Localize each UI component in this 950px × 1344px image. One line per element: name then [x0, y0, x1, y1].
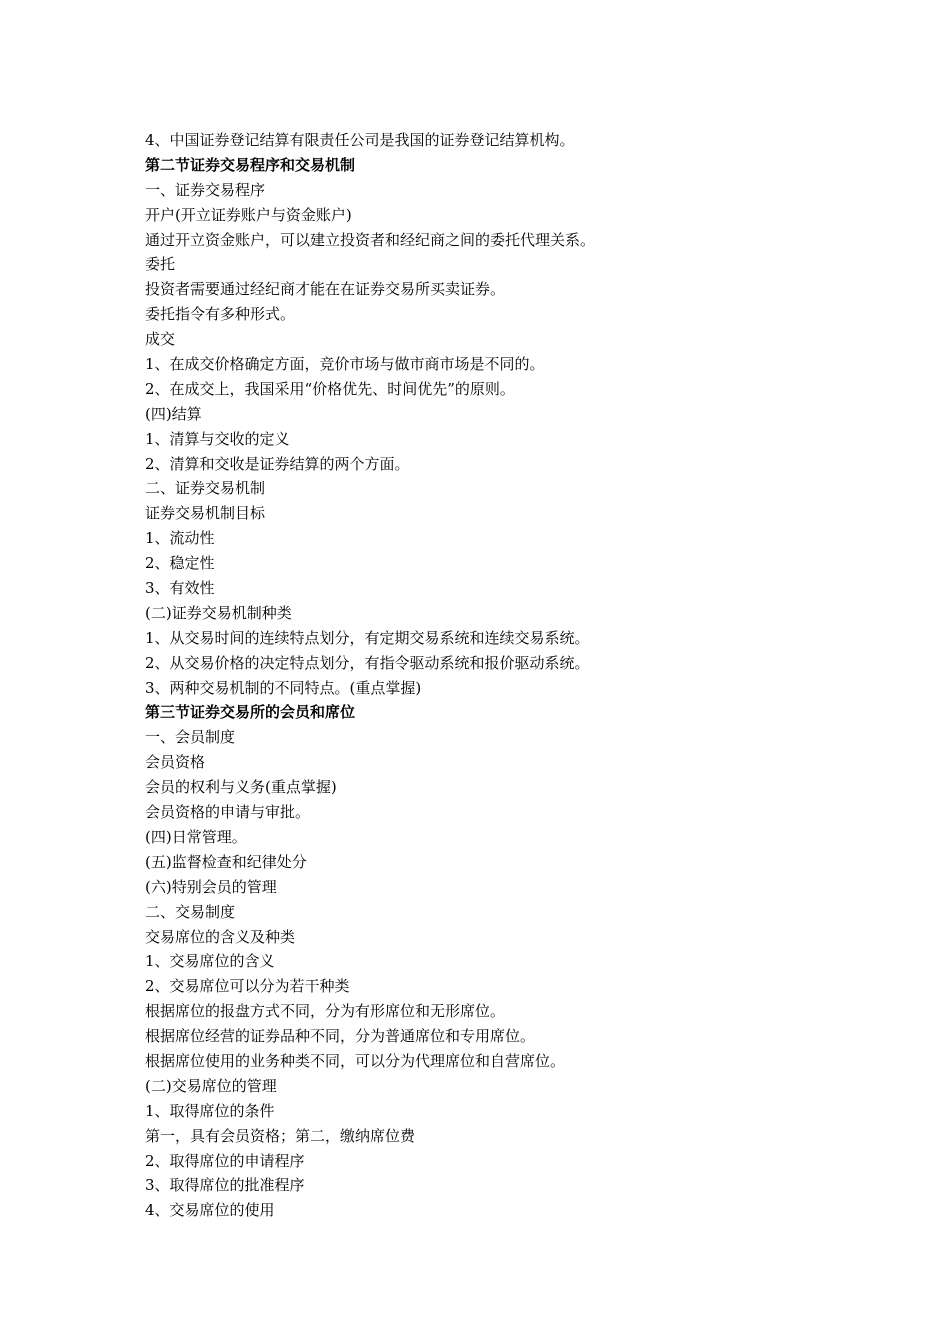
- text-line: 2、从交易价格的决定特点划分，有指令驱动系统和报价驱动系统。: [145, 653, 590, 672]
- text-line: 2、取得席位的申请程序: [145, 1151, 305, 1170]
- text-line: 1、从交易时间的连续特点划分，有定期交易系统和连续交易系统。: [145, 628, 590, 647]
- text-line: 会员的权利与义务(重点掌握): [145, 778, 337, 797]
- text-line: 1、取得席位的条件: [145, 1101, 275, 1120]
- text-line: 委托指令有多种形式。: [145, 305, 296, 324]
- text-line: 1、清算与交收的定义: [145, 429, 290, 448]
- text-line: 3、取得席位的批准程序: [145, 1176, 305, 1195]
- text-line: 成交: [145, 330, 176, 349]
- text-line: 1、交易席位的含义: [145, 952, 275, 971]
- text-line: 1、在成交价格确定方面，竞价市场与做市商市场是不同的。: [145, 355, 545, 374]
- text-line: 3、有效性: [145, 579, 215, 598]
- text-line: 2、稳定性: [145, 554, 215, 573]
- text-line: 3、两种交易机制的不同特点。(重点掌握): [145, 678, 422, 697]
- text-line: 根据席位经营的证券品种不同，分为普通席位和专用席位。: [145, 1027, 536, 1046]
- text-line: 二、证券交易机制: [145, 479, 266, 498]
- text-line: (二)证券交易机制种类: [145, 603, 292, 622]
- text-line: 根据席位使用的业务种类不同，可以分为代理席位和自营席位。: [145, 1051, 566, 1070]
- text-line: 一、会员制度: [145, 728, 236, 747]
- text-line: 投资者需要通过经纪商才能在在证券交易所买卖证券。: [145, 280, 506, 299]
- text-line: 二、交易制度: [145, 902, 236, 921]
- text-line: 2、交易席位可以分为若干种类: [145, 977, 350, 996]
- text-line: (五)监督检查和纪律处分: [145, 852, 307, 871]
- text-line: 会员资格: [145, 753, 206, 772]
- text-line: 4、交易席位的使用: [145, 1201, 275, 1220]
- text-line: 委托: [145, 255, 176, 274]
- text-line: (四)结算: [145, 404, 202, 423]
- text-line: 一、证券交易程序: [145, 180, 266, 199]
- document-body: [145, 128, 845, 1223]
- section-heading: 第二节证券交易程序和交易机制: [145, 155, 356, 174]
- text-line: (四)日常管理。: [145, 827, 247, 846]
- text-line: 1、流动性: [145, 529, 215, 548]
- text-line: 开户(开立证券账户与资金账户): [145, 205, 352, 224]
- text-line: 2、在成交上，我国采用“价格优先、时间优先”的原则。: [145, 379, 515, 398]
- text-line: 2、清算和交收是证券结算的两个方面。: [145, 454, 410, 473]
- text-line: 通过开立资金账户，可以建立投资者和经纪商之间的委托代理关系。: [145, 230, 596, 249]
- text-line: 根据席位的报盘方式不同，分为有形席位和无形席位。: [145, 1002, 506, 1021]
- text-line: 交易席位的含义及种类: [145, 927, 296, 946]
- text-line: 会员资格的申请与审批。: [145, 803, 311, 822]
- text-line: 证券交易机制目标: [145, 504, 266, 523]
- text-line: 第一，具有会员资格；第二，缴纳席位费: [145, 1126, 416, 1145]
- section-heading: 第三节证券交易所的会员和席位: [145, 703, 356, 722]
- text-line: (二)交易席位的管理: [145, 1076, 277, 1095]
- text-line: (六)特别会员的管理: [145, 877, 277, 896]
- text-line: 4、中国证券登记结算有限责任公司是我国的证券登记结算机构。: [145, 131, 575, 149]
